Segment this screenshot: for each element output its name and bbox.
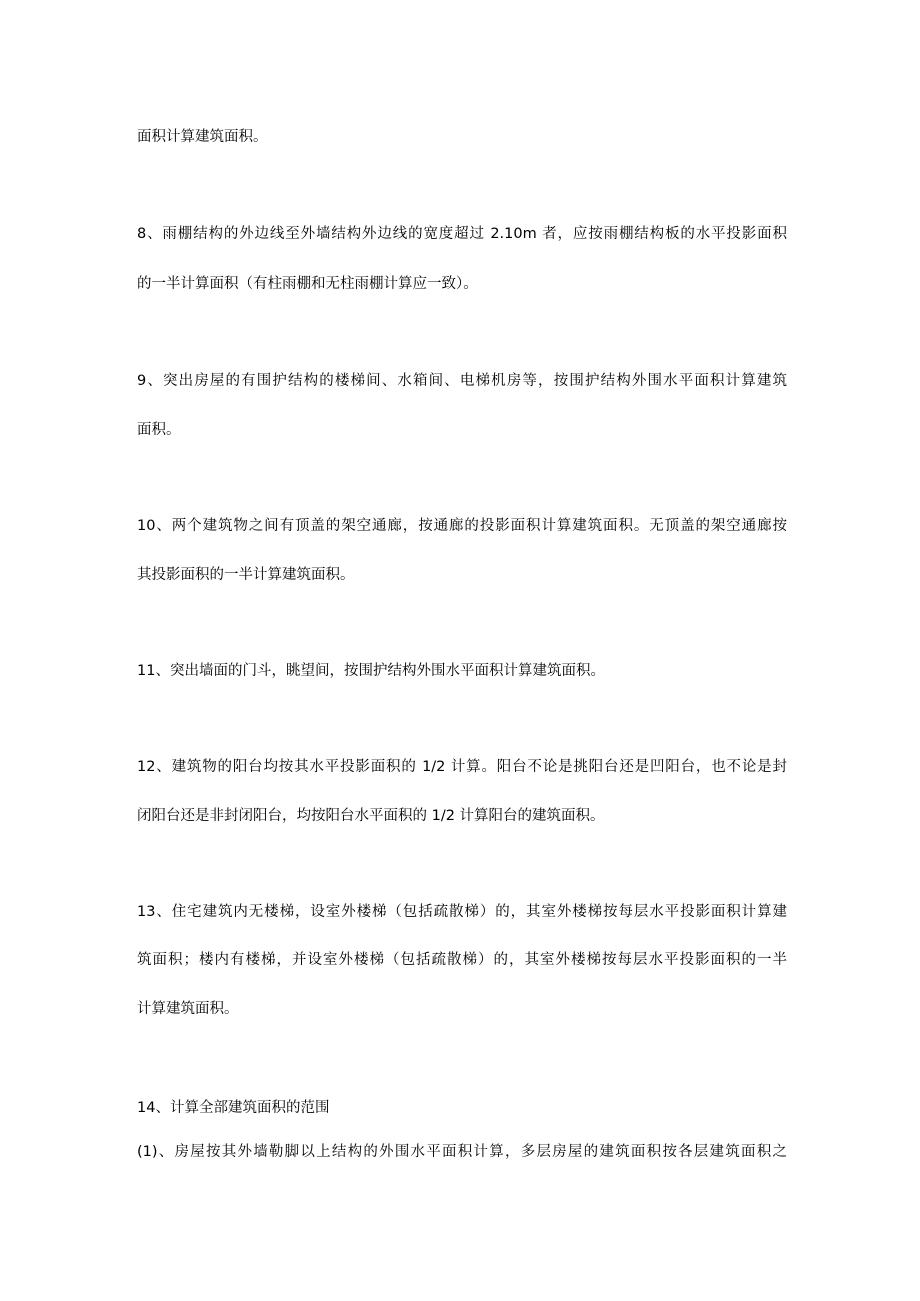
text-line: 8、雨棚结构的外边线至外墙结构外边线的宽度超过 2.10m 者，应按雨棚结构板的水平投影面积	[137, 226, 787, 242]
text-line: 闭阳台还是非封闭阳台，均按阳台水平面积的 1/2 计算阳台的建筑面积。	[137, 808, 605, 824]
text-line: 的一半计算面积（有柱雨棚和无柱雨棚计算应一致）。	[137, 276, 478, 292]
text-line: 面积计算建筑面积。	[137, 129, 268, 145]
text-line: 11、突出墙面的门斗，眺望间，按围护结构外围水平面积计算建筑面积。	[137, 663, 605, 679]
text-line: 9、突出房屋的有围护结构的楼梯间、水箱间、电梯机房等，按围护结构外围水平面积计算建筑	[137, 373, 787, 389]
text-line: 13、住宅建筑内无楼梯，设室外楼梯（包括疏散梯）的，其室外楼梯按每层水平投影面积计算建	[137, 904, 787, 920]
text-line: 计算建筑面积。	[137, 1001, 239, 1017]
text-line: 其投影面积的一半计算建筑面积。	[137, 567, 355, 583]
text-line: (1)、房屋按其外墙勒脚以上结构的外围水平面积计算，多层房屋的建筑面积按各层建筑面积之	[137, 1144, 787, 1160]
text-line: 筑面积；楼内有楼梯，并设室外楼梯（包括疏散梯）的，其室外楼梯按每层水平投影面积的一半	[137, 952, 787, 968]
text-line: 面积。	[137, 422, 181, 438]
text-line: 10、两个建筑物之间有顶盖的架空通廊，按通廊的投影面积计算建筑面积。无顶盖的架空通廊按	[137, 518, 787, 534]
text-line: 12、建筑物的阳台均按其水平投影面积的 1/2 计算。阳台不论是挑阳台还是凹阳台，也不论是封	[137, 759, 787, 775]
text-line: 14、计算全部建筑面积的范围	[137, 1100, 330, 1116]
